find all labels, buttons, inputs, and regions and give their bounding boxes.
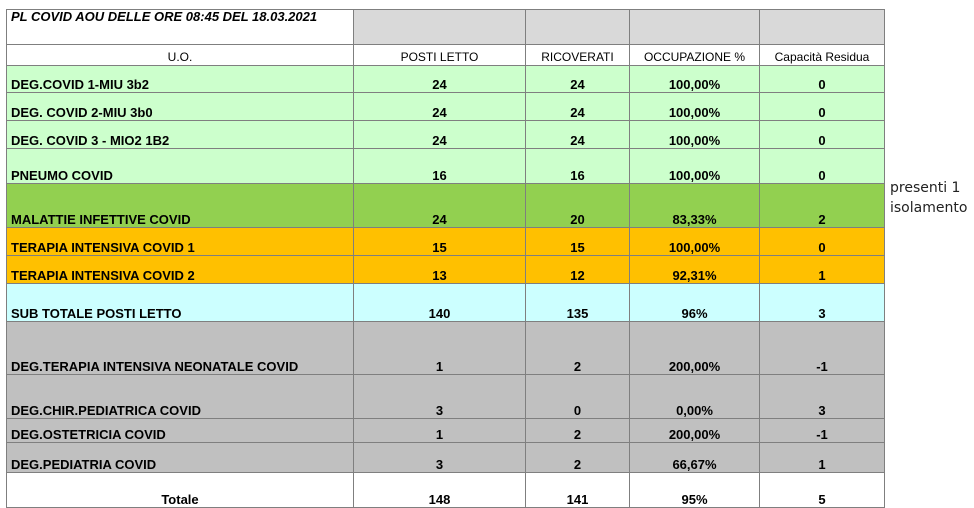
ricoverati-cell: 16 bbox=[526, 149, 630, 184]
residua-cell: 2 bbox=[760, 184, 885, 228]
title-blank-cell bbox=[760, 10, 885, 45]
posti-cell: 16 bbox=[354, 149, 526, 184]
posti-cell: 15 bbox=[354, 228, 526, 256]
posti-cell: 24 bbox=[354, 93, 526, 121]
table-row bbox=[7, 419, 885, 443]
occupazione-cell: 100,00% bbox=[630, 121, 760, 149]
posti-cell: 1 bbox=[354, 322, 526, 375]
header-capacita-residua: Capacità Residua bbox=[760, 45, 885, 66]
ricoverati-cell: 2 bbox=[526, 419, 630, 443]
title-row bbox=[7, 10, 885, 45]
ricoverati-cell: 24 bbox=[526, 66, 630, 93]
posti-cell: 148 bbox=[354, 473, 526, 508]
residua-cell: 0 bbox=[760, 66, 885, 93]
side-note-line: isolamento bbox=[890, 200, 968, 216]
subtotal-row bbox=[7, 284, 885, 322]
table-row bbox=[7, 121, 885, 149]
uo-cell: DEG.OSTETRICIA COVID bbox=[7, 419, 354, 443]
occupazione-cell: 0,00% bbox=[630, 375, 760, 419]
side-note bbox=[890, 178, 967, 218]
residua-cell: 0 bbox=[760, 228, 885, 256]
header-posti-letto: POSTI LETTO bbox=[354, 45, 526, 66]
table-row bbox=[7, 443, 885, 473]
occupazione-cell: 95% bbox=[630, 473, 760, 508]
occupazione-cell: 200,00% bbox=[630, 419, 760, 443]
occupazione-cell: 100,00% bbox=[630, 66, 760, 93]
posti-cell: 140 bbox=[354, 284, 526, 322]
ricoverati-cell: 2 bbox=[526, 322, 630, 375]
residua-cell: -1 bbox=[760, 419, 885, 443]
header-ricoverati: RICOVERATI bbox=[526, 45, 630, 66]
side-note-line: presenti 1 bbox=[890, 180, 961, 196]
residua-cell: 1 bbox=[760, 256, 885, 284]
residua-cell: 0 bbox=[760, 149, 885, 184]
header-occupazione: OCCUPAZIONE % bbox=[630, 45, 760, 66]
ricoverati-cell: 0 bbox=[526, 375, 630, 419]
table-row bbox=[7, 184, 885, 228]
posti-cell: 13 bbox=[354, 256, 526, 284]
uo-cell: DEG.TERAPIA INTENSIVA NEONATALE COVID bbox=[7, 322, 354, 375]
residua-cell: 3 bbox=[760, 284, 885, 322]
title-blank-cell bbox=[630, 10, 760, 45]
title-blank-cell bbox=[526, 10, 630, 45]
residua-cell: 0 bbox=[760, 93, 885, 121]
occupazione-cell: 200,00% bbox=[630, 322, 760, 375]
residua-cell: -1 bbox=[760, 322, 885, 375]
uo-cell: DEG. COVID 2-MIU 3b0 bbox=[7, 93, 354, 121]
report-title: PL COVID AOU DELLE ORE 08:45 DEL 18.03.2021 bbox=[7, 10, 354, 45]
table-row bbox=[7, 375, 885, 419]
residua-cell: 5 bbox=[760, 473, 885, 508]
ricoverati-cell: 2 bbox=[526, 443, 630, 473]
ricoverati-cell: 24 bbox=[526, 121, 630, 149]
occupazione-cell: 83,33% bbox=[630, 184, 760, 228]
ricoverati-cell: 15 bbox=[526, 228, 630, 256]
occupazione-cell: 100,00% bbox=[630, 149, 760, 184]
posti-cell: 3 bbox=[354, 443, 526, 473]
posti-cell: 3 bbox=[354, 375, 526, 419]
uo-cell: DEG. COVID 3 - MIO2 1B2 bbox=[7, 121, 354, 149]
table-row bbox=[7, 228, 885, 256]
posti-cell: 1 bbox=[354, 419, 526, 443]
occupazione-cell: 66,67% bbox=[630, 443, 760, 473]
ricoverati-cell: 135 bbox=[526, 284, 630, 322]
posti-cell: 24 bbox=[354, 66, 526, 93]
uo-cell: DEG.CHIR.PEDIATRICA COVID bbox=[7, 375, 354, 419]
uo-cell: TERAPIA INTENSIVA COVID 2 bbox=[7, 256, 354, 284]
occupazione-cell: 100,00% bbox=[630, 228, 760, 256]
ricoverati-cell: 12 bbox=[526, 256, 630, 284]
table-row bbox=[7, 256, 885, 284]
header-row bbox=[7, 45, 885, 66]
occupazione-cell: 92,31% bbox=[630, 256, 760, 284]
uo-cell: Totale bbox=[7, 473, 354, 508]
uo-cell: SUB TOTALE POSTI LETTO bbox=[7, 284, 354, 322]
uo-cell: MALATTIE INFETTIVE COVID bbox=[7, 184, 354, 228]
posti-cell: 24 bbox=[354, 121, 526, 149]
table-row bbox=[7, 66, 885, 93]
covid-beds-table bbox=[6, 9, 885, 508]
table-row bbox=[7, 93, 885, 121]
ricoverati-cell: 141 bbox=[526, 473, 630, 508]
occupazione-cell: 100,00% bbox=[630, 93, 760, 121]
uo-cell: DEG.COVID 1-MIU 3b2 bbox=[7, 66, 354, 93]
posti-cell: 24 bbox=[354, 184, 526, 228]
total-row bbox=[7, 473, 885, 508]
ricoverati-cell: 20 bbox=[526, 184, 630, 228]
ricoverati-cell: 24 bbox=[526, 93, 630, 121]
uo-cell: DEG.PEDIATRIA COVID bbox=[7, 443, 354, 473]
residua-cell: 0 bbox=[760, 121, 885, 149]
title-blank-cell bbox=[354, 10, 526, 45]
residua-cell: 1 bbox=[760, 443, 885, 473]
uo-cell: PNEUMO COVID bbox=[7, 149, 354, 184]
table-row bbox=[7, 149, 885, 184]
table-row bbox=[7, 322, 885, 375]
header-uo: U.O. bbox=[7, 45, 354, 66]
uo-cell: TERAPIA INTENSIVA COVID 1 bbox=[7, 228, 354, 256]
occupazione-cell: 96% bbox=[630, 284, 760, 322]
residua-cell: 3 bbox=[760, 375, 885, 419]
